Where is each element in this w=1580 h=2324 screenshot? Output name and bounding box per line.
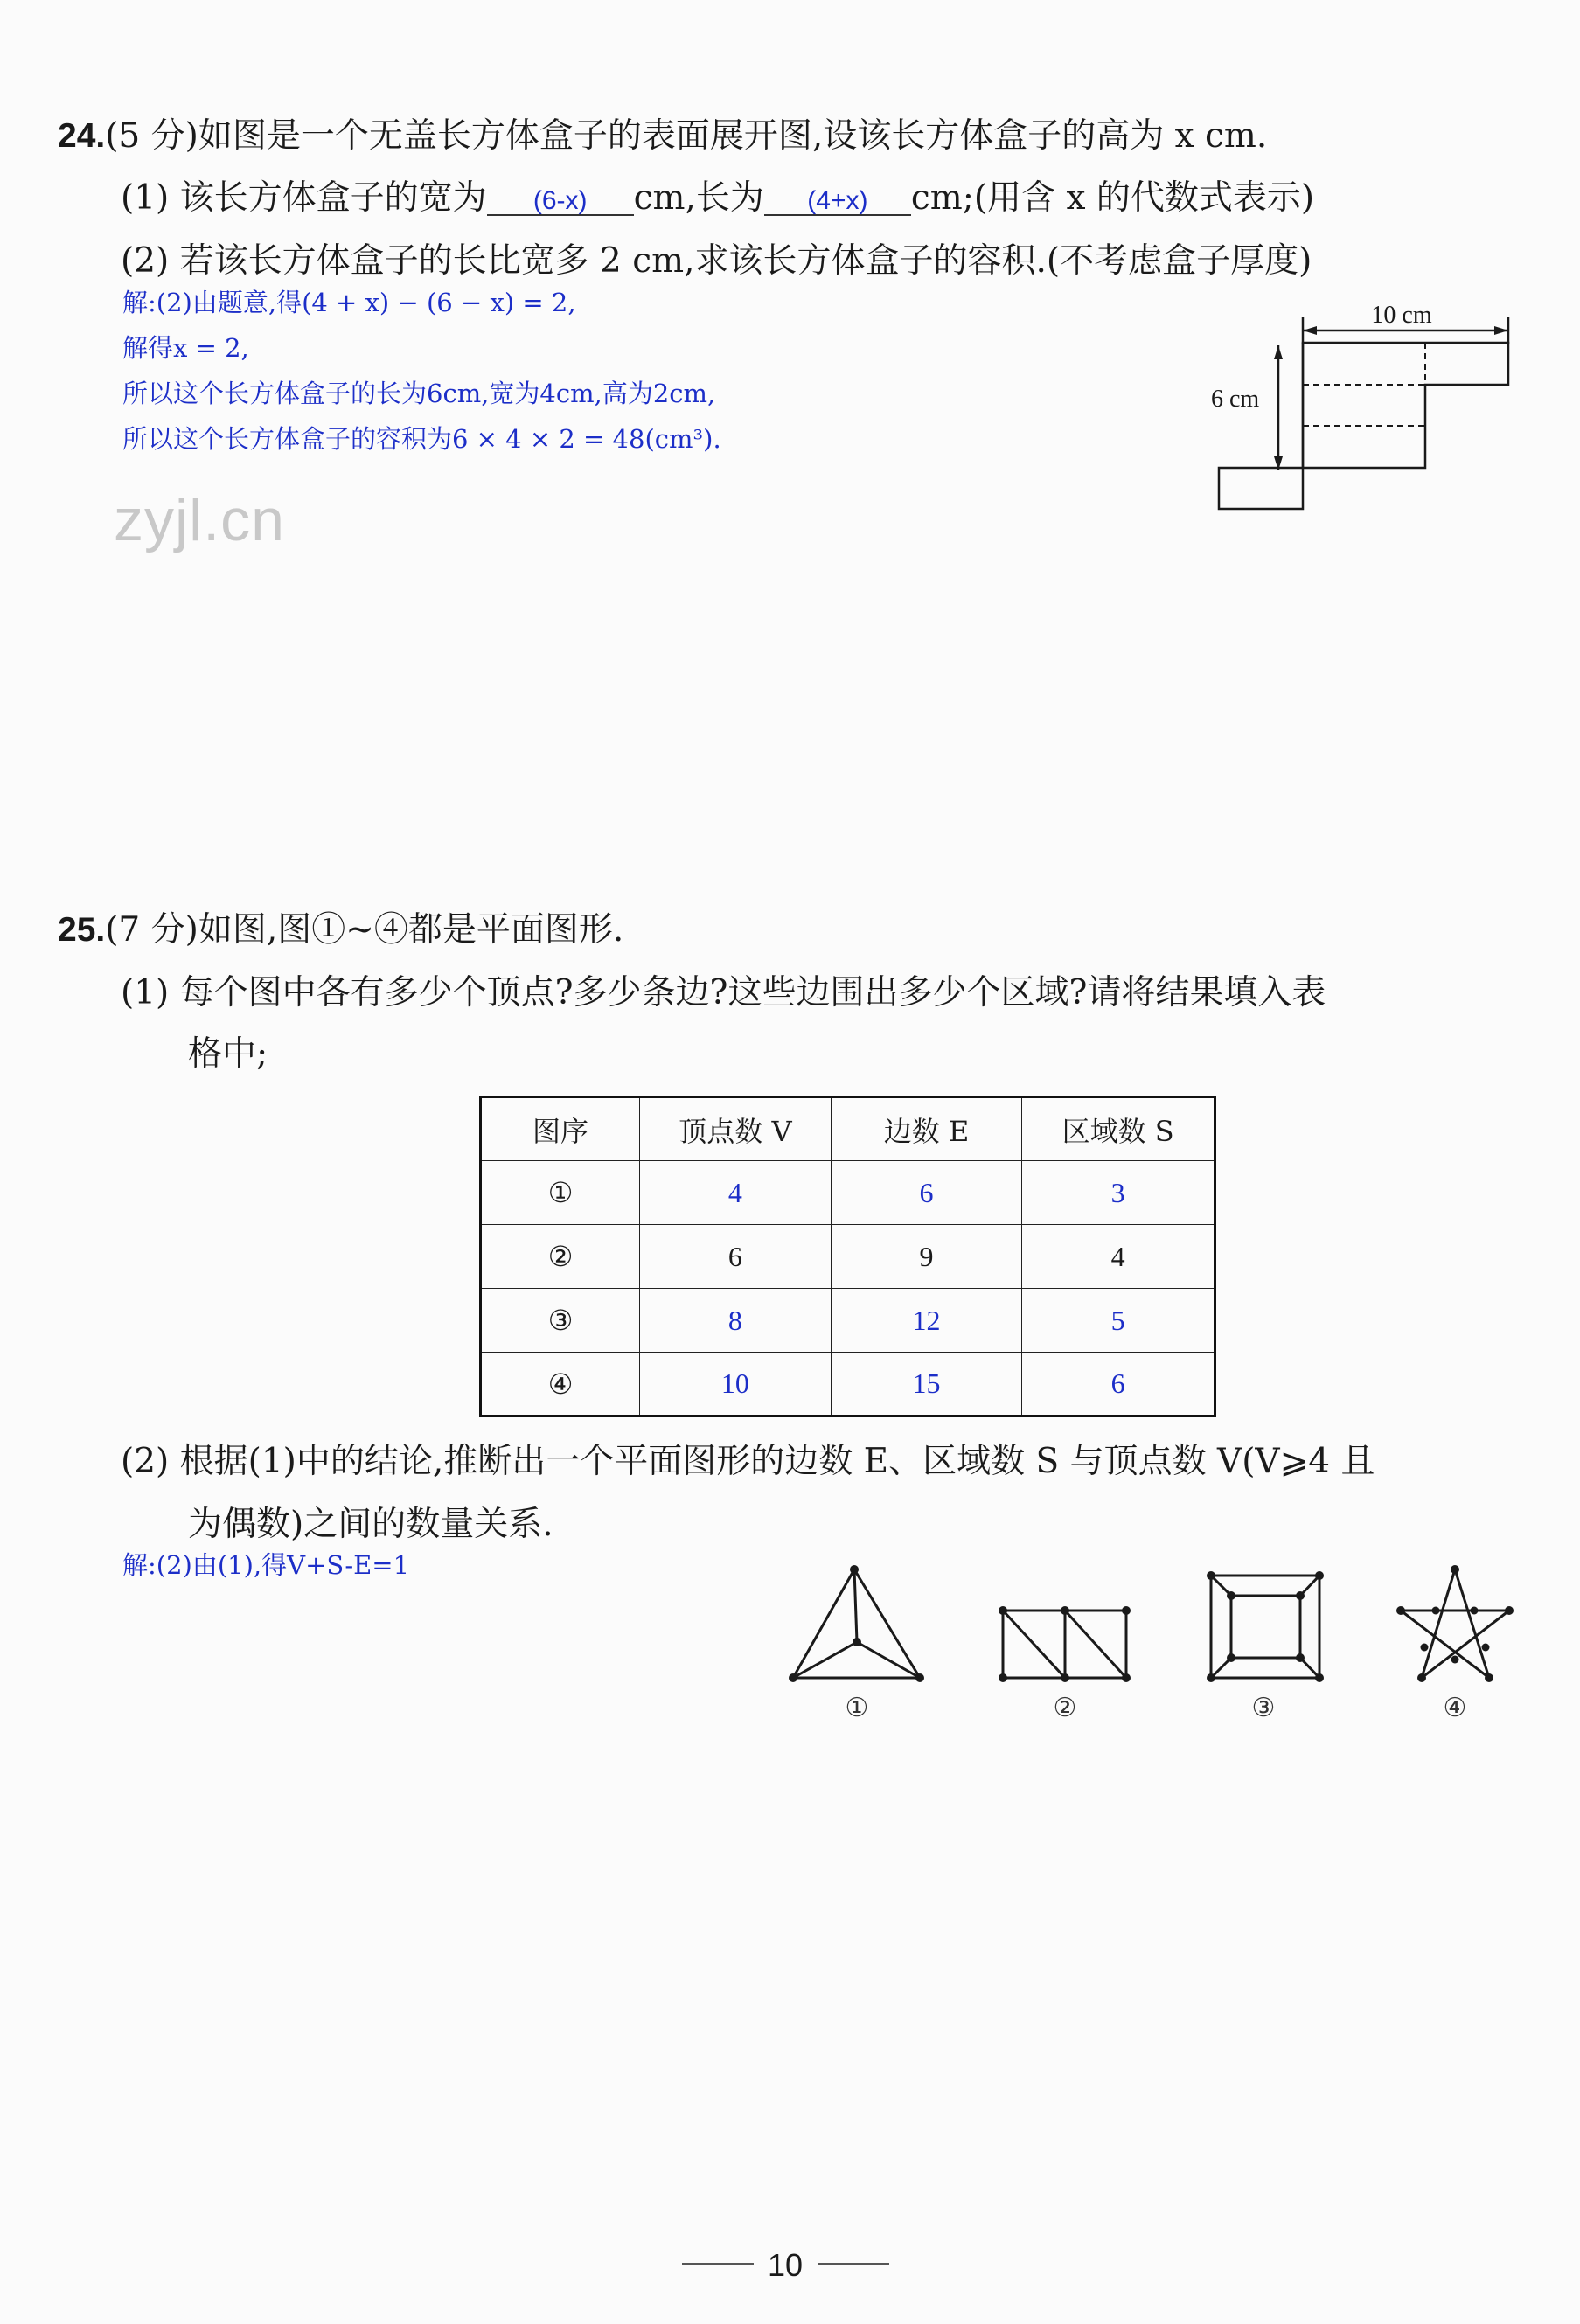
figure-2-strip — [1003, 1611, 1126, 1678]
table-cell-edges: 9 — [831, 1225, 1022, 1289]
q25-solution: 解:(2)由(1),得V+S-E=1 — [122, 1550, 410, 1580]
figure-label-4: ④ — [1443, 1693, 1467, 1722]
q25-part2-line2: 为偶数)之间的数量关系. — [188, 1505, 553, 1544]
table-cell-figure: ④ — [481, 1353, 640, 1416]
page-number-rule-left — [682, 2263, 754, 2265]
figure-label-1: ① — [845, 1693, 869, 1722]
table-cell-figure: ② — [481, 1225, 640, 1289]
table-cell-vertices: 4 — [640, 1161, 832, 1225]
table-row — [481, 1225, 1215, 1289]
table-header-cell: 区域数 S — [1022, 1097, 1215, 1161]
q24-part1 — [121, 178, 1315, 218]
table-cell-figure: ① — [481, 1161, 640, 1225]
table-cell-vertices: 6 — [640, 1225, 832, 1289]
planar-figures — [783, 1556, 1526, 1722]
q24-solution-line-2: 解得x = 2, — [122, 333, 249, 363]
q24-blank-width: (6-x) — [487, 188, 634, 216]
q24-blank-length: (4+x) — [764, 188, 911, 216]
box-net-figure — [1207, 302, 1521, 520]
figure-label-2: ② — [1053, 1693, 1077, 1722]
page-number-rule-right — [818, 2263, 889, 2265]
table-cell-vertices: 8 — [640, 1289, 832, 1353]
figure-1-triangle — [793, 1569, 920, 1678]
table-cell-regions: 6 — [1022, 1353, 1215, 1416]
q25-part2-line1: (2) 根据(1)中的结论,推断出一个平面图形的边数 E、区域数 S 与顶点数 V(V⩾4 且 — [121, 1442, 1375, 1481]
q24-part1-suffix: cm;(用含 x 的代数式表示) — [910, 178, 1315, 218]
page-number: 10 — [768, 2247, 804, 2283]
q25-stem: (7 分)如图,图①~④都是平面图形. — [105, 910, 624, 950]
q25-stem-line — [58, 910, 624, 950]
table-cell-regions: 3 — [1022, 1161, 1215, 1225]
q25-part1-line1: (1) 每个图中各有多少个顶点?多少条边?这些边围出多少个区域?请将结果填入表 — [121, 973, 1326, 1012]
table-cell-figure: ③ — [481, 1289, 640, 1353]
table-row — [481, 1289, 1215, 1353]
q24-stem-line — [58, 116, 1268, 156]
q24-stem: (5 分)如图是一个无盖长方体盒子的表面展开图,设该长方体盒子的高为 x cm. — [105, 116, 1268, 156]
table-row — [481, 1161, 1215, 1225]
table-header-row — [481, 1097, 1215, 1161]
figure-label-3: ③ — [1251, 1693, 1276, 1722]
q24-part1-prefix: (1) 该长方体盒子的宽为 — [121, 178, 487, 218]
table-cell-edges: 15 — [831, 1353, 1022, 1416]
arrow-head-left — [1303, 326, 1317, 335]
q24-part1-mid: cm,长为 — [633, 178, 764, 218]
q25-table — [479, 1096, 1216, 1417]
q24-solution-line-3: 所以这个长方体盒子的长为6cm,宽为4cm,高为2cm, — [122, 379, 716, 408]
arrow-head-right — [1494, 326, 1508, 335]
q24-solution-line-1: 解:(2)由题意,得(4 + x) − (6 − x) = 2, — [122, 288, 576, 317]
q24-number: 24. — [58, 117, 106, 155]
table-row — [481, 1353, 1215, 1416]
table-cell-edges: 6 — [831, 1161, 1022, 1225]
figure-label-6cm: 6 cm — [1211, 386, 1260, 413]
figure-3-nested-squares — [1211, 1576, 1319, 1678]
table-cell-regions: 4 — [1022, 1225, 1215, 1289]
q24-solution-line-4: 所以这个长方体盒子的容积为6 × 4 × 2 = 48(cm³). — [122, 424, 721, 454]
net-outline — [1219, 343, 1508, 509]
table-cell-vertices: 10 — [640, 1353, 832, 1416]
table-header-cell: 顶点数 V — [640, 1097, 832, 1161]
q24-part2: (2) 若该长方体盒子的长比宽多 2 cm,求该长方体盒子的容积.(不考虑盒子厚度) — [121, 241, 1312, 281]
figure-label-10cm: 10 cm — [1371, 302, 1432, 329]
q25-part1-line2: 格中; — [188, 1034, 268, 1074]
table-header-cell: 边数 E — [831, 1097, 1022, 1161]
table-cell-edges: 12 — [831, 1289, 1022, 1353]
watermark: zyjl.cn — [114, 487, 285, 553]
table-cell-regions: 5 — [1022, 1289, 1215, 1353]
q25-number: 25. — [58, 911, 106, 949]
arrow-head-up — [1274, 345, 1283, 359]
table-header-cell: 图序 — [481, 1097, 640, 1161]
